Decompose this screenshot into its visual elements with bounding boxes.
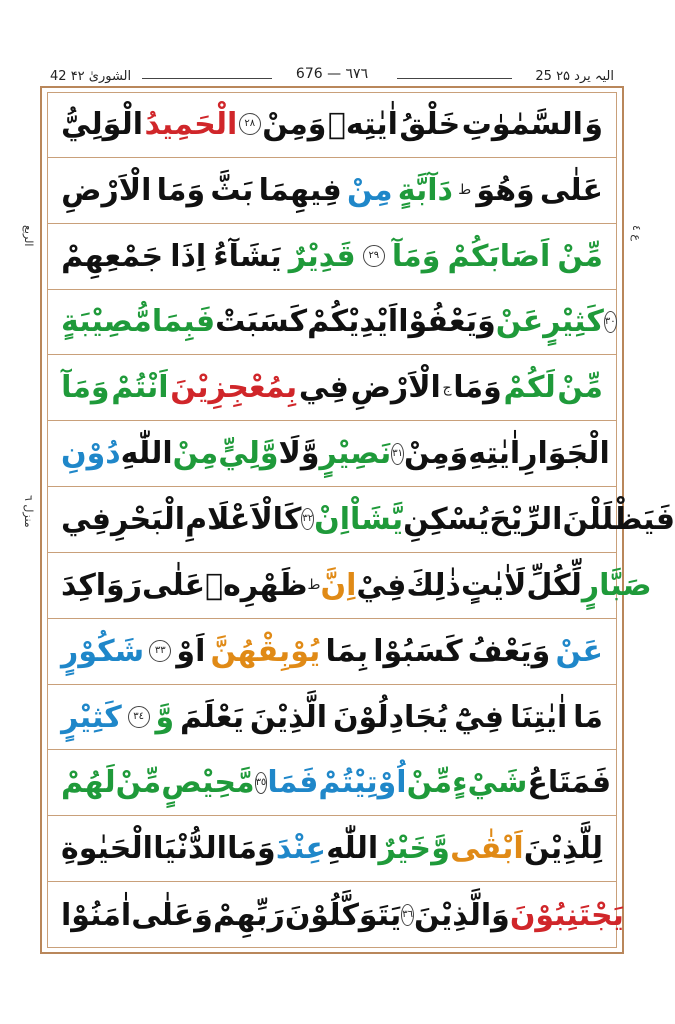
word: اَيْدِيْكُمْ xyxy=(307,304,399,340)
word: يَعْلَمَ xyxy=(180,699,245,735)
word: يَتَوَكَّلُوْنَ xyxy=(284,897,402,933)
surah-name: 42 الشوریٰ ۴۲ xyxy=(50,69,132,84)
word: الْبَحْرِ xyxy=(111,501,186,537)
word: فَيَظْلَلْنَ xyxy=(562,501,675,537)
word: اللّٰهِ xyxy=(326,831,379,867)
word: ظَهْرِهٖ xyxy=(205,567,308,603)
juz-name: 25 الیہ یرد ۲۵ xyxy=(535,69,614,84)
word: وَّ xyxy=(431,831,450,867)
word: لِلَّذِيْنَ xyxy=(523,831,603,867)
word: شَكُوْرٍ xyxy=(61,633,145,669)
word: وَيَعْفُوْا xyxy=(398,304,496,340)
word: وَمَآ xyxy=(391,238,441,274)
word: وَالَّذِيْنَ xyxy=(414,897,510,933)
word: مِنْ xyxy=(346,172,393,208)
word: وَهُوَ xyxy=(476,172,535,208)
text-line xyxy=(47,487,675,553)
margin-ruku-marker: ع ٤ xyxy=(630,225,643,241)
word: فِيهِمَا xyxy=(258,172,342,208)
word: وَمَا xyxy=(156,172,206,208)
word: يُجَادِلُوْنَ xyxy=(332,699,449,735)
text-line xyxy=(47,355,617,421)
word: فَمَتَاعُ xyxy=(527,765,612,801)
word: وَمِنْ xyxy=(403,436,469,472)
word: اٰمَنُوْا xyxy=(61,897,132,933)
page-number: 676 — ٦٧٦ xyxy=(295,66,369,82)
word: اِنَّ xyxy=(320,567,357,603)
word: لَكُمْ xyxy=(503,370,556,406)
word: كَسَبَتْ xyxy=(215,304,308,340)
word: اٰيٰتِنَا xyxy=(509,699,568,735)
word: اٰيٰتِهِ xyxy=(468,436,521,472)
word: اٰيٰتِهٖ xyxy=(327,106,398,142)
word: دُوْنِ xyxy=(61,436,121,472)
word: فِيْ xyxy=(356,567,407,603)
word: الْاَرْضِ xyxy=(350,370,441,406)
word: اَنْتُمْ xyxy=(111,370,169,406)
word: ذٰلِكَ xyxy=(406,567,461,603)
word: الدُّنْيَا xyxy=(153,831,227,867)
text-line xyxy=(47,224,617,290)
word: وَّ xyxy=(155,699,175,735)
word: لَاٰيٰتٍ xyxy=(460,567,527,603)
text-line xyxy=(47,619,617,685)
word: مِّنْ xyxy=(557,238,603,274)
word: عَلٰى xyxy=(141,567,206,603)
word: يَّشَاْ xyxy=(350,501,404,537)
text-line xyxy=(47,421,617,487)
margin-manzil-marker: منزل ٦ xyxy=(22,495,35,528)
word: الرِّيْحَ xyxy=(489,501,563,537)
word: وَ xyxy=(584,106,603,142)
word: السَّمٰوٰتِ xyxy=(461,106,583,142)
word: رَبِّهِمْ xyxy=(212,897,285,933)
word: كَسَبُوْا xyxy=(373,633,463,669)
ayah-number-marker: ٣٢ xyxy=(301,508,314,530)
header-rule-right xyxy=(397,78,512,79)
text-line xyxy=(47,685,617,751)
text-line xyxy=(47,882,624,948)
word: خَلْقُ xyxy=(399,106,461,142)
margin-rub-marker: الربع xyxy=(22,225,35,247)
word: الَّذِيْنَ xyxy=(249,699,328,735)
text-line xyxy=(47,158,617,224)
pause-sign: ج xyxy=(442,379,452,396)
word: كَثِيْرٍ xyxy=(543,304,604,340)
word: وَمَا xyxy=(453,370,502,406)
word: اَبْقٰى xyxy=(450,831,524,867)
word: وَمَا xyxy=(227,831,276,867)
word: عَلٰى xyxy=(539,172,603,208)
text-line xyxy=(47,750,617,816)
ayah-number-marker: ٣٦ xyxy=(401,904,414,926)
word: فِي xyxy=(61,501,111,537)
word: اِذَا xyxy=(170,238,207,274)
word: مِّنْ xyxy=(406,765,453,801)
word: وَمِنْ xyxy=(262,106,327,142)
word: الْحَيٰوةِ xyxy=(61,831,153,867)
word: يَشَآءُ xyxy=(213,238,282,274)
text-line xyxy=(47,92,617,158)
word: مُّصِيْبَةٍ xyxy=(61,304,152,340)
ayah-number-marker: ٣٥ xyxy=(255,772,268,794)
word: عِنْدَ xyxy=(275,831,326,867)
word: يُوْبِقْهُنَّ xyxy=(210,633,321,669)
word: رَوَاكِدَ xyxy=(61,567,142,603)
word: بِمَا xyxy=(325,633,369,669)
word: عَنْ xyxy=(495,304,544,340)
word: شَيْءٍ xyxy=(452,765,528,801)
word: مِّنْ xyxy=(115,765,162,801)
word: فَمَا xyxy=(267,765,319,801)
word: كَالْاَعْلَامِ xyxy=(185,501,302,537)
word: مَّحِيْصٍ xyxy=(161,765,255,801)
page-header xyxy=(42,66,622,88)
ayah-number-marker: ٢٩ xyxy=(363,245,385,267)
word: اللّٰهِ xyxy=(120,436,173,472)
word: اُوْتِيْتُمْ xyxy=(318,765,407,801)
text-line xyxy=(47,816,617,882)
word: فِي xyxy=(298,370,349,406)
word: صَبَّارٍ xyxy=(581,567,652,603)
word: وَّلِيٍّ xyxy=(218,436,279,472)
word: مَا xyxy=(573,699,603,735)
word: الْحَمِيدُ xyxy=(144,106,238,142)
word: وَيَعْفُ xyxy=(467,633,551,669)
word: كَثِيْرٍ xyxy=(61,699,122,735)
word: جَمْعِهِمْ xyxy=(61,238,164,274)
word: مِنْ xyxy=(172,436,219,472)
word: قَدِيْرٌ xyxy=(288,238,356,274)
word: لَهُمْ xyxy=(61,765,116,801)
word: الْجَوَارِ xyxy=(520,436,610,472)
text-line xyxy=(47,290,617,356)
word: فَبِمَا xyxy=(151,304,216,340)
word: الْوَلِيُّ xyxy=(61,106,144,142)
word: وَمَآ xyxy=(61,370,110,406)
ayah-number-marker: ٣٣ xyxy=(149,640,171,662)
pause-sign: ط xyxy=(307,577,321,594)
word: الْاَرْضِ xyxy=(61,172,152,208)
word: اَصَابَكُمْ xyxy=(447,238,551,274)
ayah-number-marker: ٣٠ xyxy=(604,311,617,333)
ayah-number-marker: ٣٤ xyxy=(128,706,150,728)
word: اَوْ xyxy=(176,633,206,669)
word: اِنْ xyxy=(314,501,351,537)
word: مِّنْ xyxy=(557,370,603,406)
word: فِيْٓ xyxy=(454,699,505,735)
ayah-number-marker: ٣١ xyxy=(391,443,404,465)
pause-sign: ط xyxy=(458,182,472,199)
word: دَآبَّةٍ xyxy=(397,172,453,208)
ayah-number-marker: ٢٨ xyxy=(239,113,261,135)
word: عَنْ xyxy=(555,633,603,669)
word: يُسْكِنِ xyxy=(403,501,490,537)
word: يَجْتَنِبُوْنَ xyxy=(509,897,624,933)
word: بِمُعْجِزِيْنَ xyxy=(170,370,298,406)
word: لِّكُلِّ xyxy=(526,567,582,603)
word: نَصِيْرٍ xyxy=(319,436,392,472)
word: بَثَّ xyxy=(210,172,254,208)
word: خَيْرٌ xyxy=(378,831,431,867)
word: وَّلَا xyxy=(278,436,320,472)
text-line xyxy=(47,553,652,619)
word: وَعَلٰى xyxy=(131,897,213,933)
